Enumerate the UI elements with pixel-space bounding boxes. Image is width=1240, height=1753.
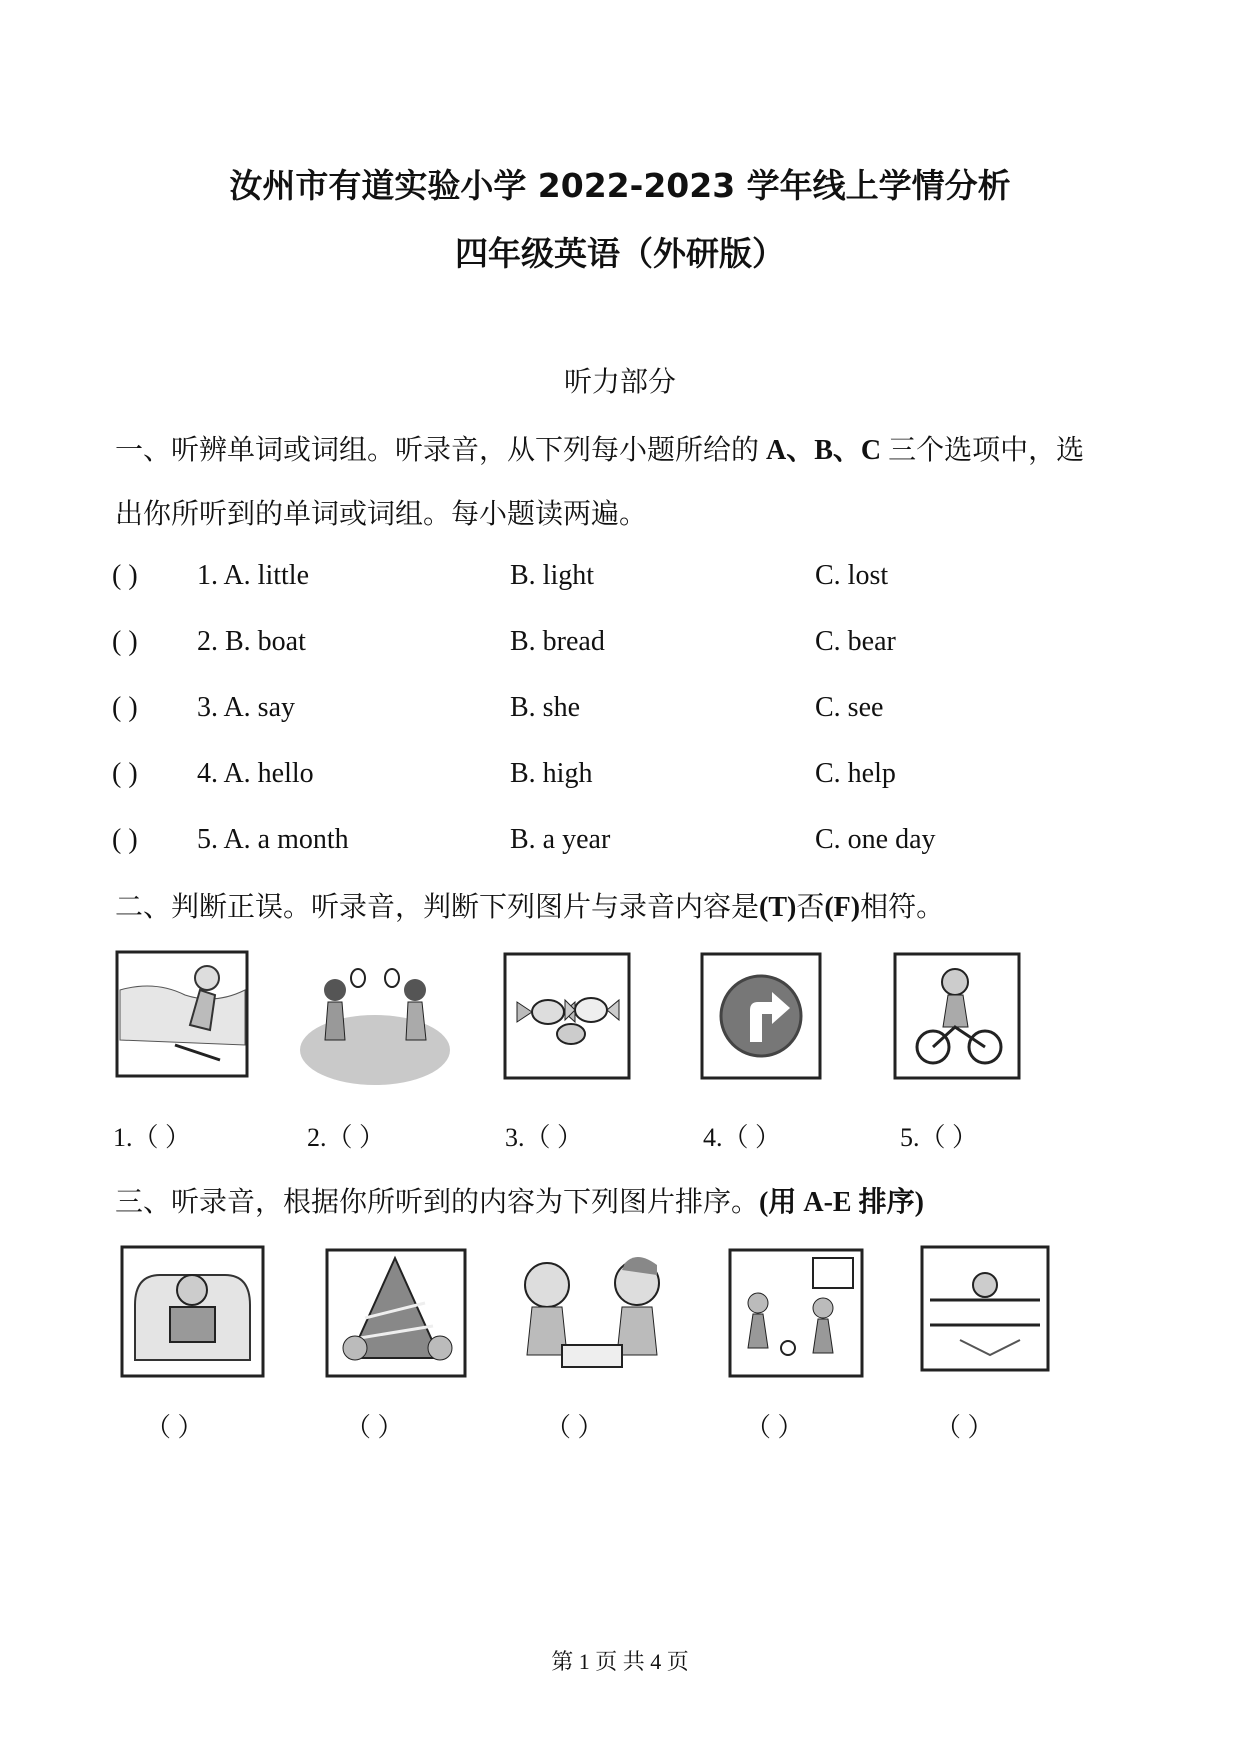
part2-answer-2[interactable]: 2.（ ） (307, 1123, 386, 1152)
option-a: 1. A. little (197, 560, 309, 591)
part3-instruction: 三、听录音，根据你所听到的内容为下列图片排序。(用 A-E 排序) (115, 1187, 924, 1218)
option-c: C. help (815, 758, 896, 789)
part2-answer-1[interactable]: 1.（ ） (113, 1123, 192, 1152)
picture-cycling (893, 952, 1021, 1080)
exam-subtitle: 四年级英语（外研版） (455, 234, 785, 273)
part2-answer-4[interactable]: 4.（ ） (703, 1123, 782, 1152)
part2-instruction: 二、判断正误。听录音，判断下列图片与录音内容是(T)否(F)相符。 (115, 892, 945, 923)
part1-instruction: 一、听辨单词或词组。听录音，从下列每小题所给的 A、B、C 三个选项中，选 (115, 435, 1085, 466)
picture-playing-football (728, 1248, 864, 1378)
part3-answer-4[interactable]: （ ） (745, 1413, 804, 1442)
part1-instruction-line2: 出你所听到的单词或词组。每小题读两遍。 (115, 499, 648, 530)
answer-bracket[interactable]: ( ) (112, 626, 138, 657)
option-a: 3. A. say (197, 692, 295, 723)
answer-bracket[interactable]: ( ) (112, 692, 138, 723)
picture-turn-right-sign (700, 952, 822, 1080)
answer-bracket[interactable]: ( ) (112, 758, 138, 789)
part2-answer-3[interactable]: 3.（ ） (505, 1123, 584, 1152)
page-footer: 第 1 页 共 4 页 (551, 1649, 689, 1674)
picture-candies (503, 952, 631, 1080)
option-c: C. one day (815, 824, 936, 855)
exam-title: 汝州市有道实验小学 2022-2023 学年线上学情分析 (229, 166, 1011, 205)
section-heading: 听力部分 (563, 367, 676, 398)
picture-girl-reading (120, 1245, 265, 1378)
picture-skiing (115, 950, 249, 1078)
option-b: B. high (510, 758, 593, 789)
option-b: B. light (510, 560, 595, 591)
part3-answer-5[interactable]: （ ） (935, 1413, 994, 1442)
answer-bracket[interactable]: ( ) (112, 824, 138, 855)
picture-badminton (300, 960, 450, 1085)
picture-playing-chess (507, 1245, 677, 1378)
part3-answer-2[interactable]: （ ） (345, 1413, 404, 1442)
part3-answer-1[interactable]: （ ） (145, 1413, 204, 1442)
picture-swimming (920, 1245, 1050, 1372)
option-c: C. see (815, 692, 884, 723)
option-c: C. lost (815, 560, 889, 591)
option-b: B. a year (510, 824, 611, 855)
option-b: B. she (510, 692, 580, 723)
option-b: B. bread (510, 626, 605, 657)
part2-answer-5[interactable]: 5.（ ） (900, 1123, 979, 1152)
option-a: 4. A. hello (197, 758, 314, 789)
option-c: C. bear (815, 626, 896, 657)
option-a: 2. B. boat (197, 626, 306, 657)
picture-christmas-tree (325, 1248, 467, 1378)
option-a: 5. A. a month (197, 824, 349, 855)
part3-answer-3[interactable]: （ ） (545, 1413, 604, 1442)
answer-bracket[interactable]: ( ) (112, 560, 138, 591)
